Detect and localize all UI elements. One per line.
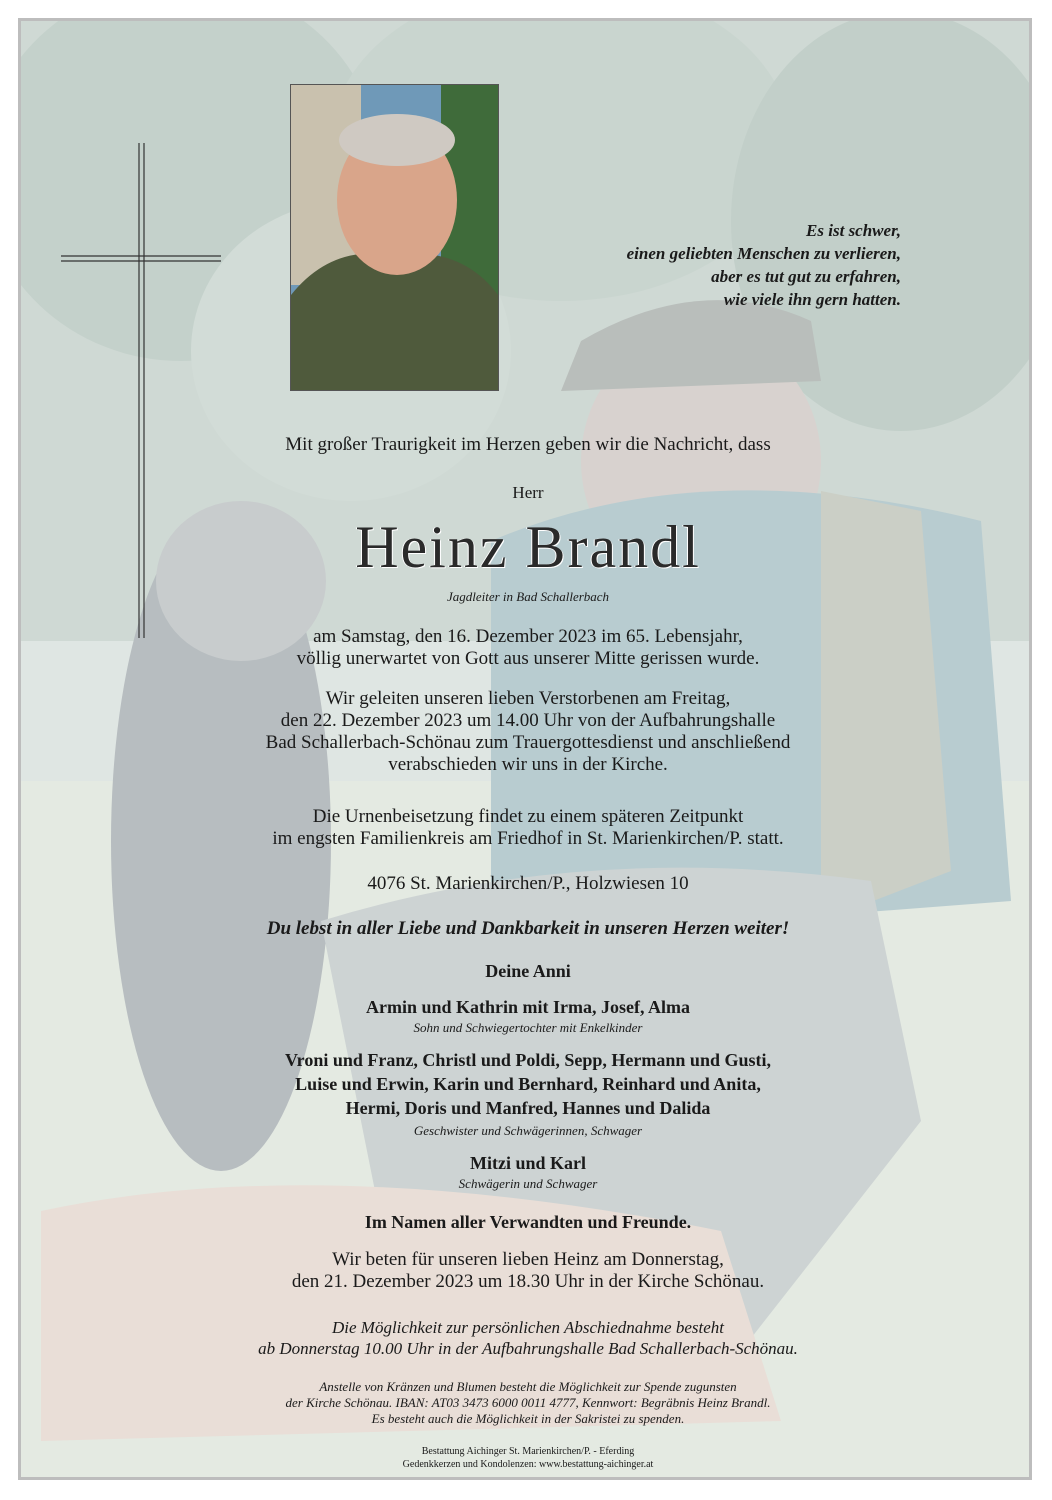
quote-line: wie viele ihn gern hatten. bbox=[723, 290, 901, 309]
funeral-home-footer bbox=[21, 1445, 1032, 1471]
farewell-line: Bad Schallerbach-Schönau zum Trauergottesdienst und anschließend bbox=[265, 732, 791, 753]
portrait-photo bbox=[290, 84, 499, 391]
mourner-group bbox=[21, 1048, 1032, 1120]
farewell-line: Wir geleiten unseren lieben Verstorbenen am Freitag, bbox=[325, 688, 731, 709]
viewing-line: Die Möglichkeit zur persönlichen Abschiednahme besteht bbox=[331, 1318, 724, 1337]
intro-text: Mit großer Traurigkeit im Herzen geben wir die Nachricht, dass bbox=[285, 434, 771, 455]
family-address: 4076 St. Marienkirchen/P., Holzwiesen 10 bbox=[367, 873, 689, 894]
mourner-relation: Geschwister und Schwägerinnen, Schwager bbox=[413, 1123, 643, 1138]
death-line: völlig unerwartet von Gott aus unserer Mitte gerissen wurde. bbox=[296, 648, 760, 669]
mourner-name: Vroni und Franz, Christl und Poldi, Sepp, Hermann und Gusti, bbox=[285, 1050, 771, 1070]
memorial-motto: Du lebst in aller Liebe und Dankbarkeit in unseren Herzen weiter! bbox=[266, 918, 790, 939]
mourner-name: Luise und Erwin, Karin und Bernhard, Reinhard und Anita, bbox=[295, 1074, 761, 1094]
urn-burial-notice bbox=[21, 806, 1032, 850]
death-notice bbox=[21, 626, 1032, 670]
urn-line: Die Urnenbeisetzung findet zu einem späteren Zeitpunkt bbox=[312, 806, 744, 827]
deceased-name: Heinz Brandl bbox=[355, 514, 701, 580]
farewell-line: verabschieden wir uns in der Kirche. bbox=[388, 754, 668, 775]
viewing-line: ab Donnerstag 10.00 Uhr in der Aufbahrungshalle Bad Schallerbach-Schönau. bbox=[258, 1339, 798, 1358]
footer-line: Gedenkkerzen und Kondolenzen: www.bestattung-aichinger.at bbox=[402, 1459, 654, 1470]
donation-notice bbox=[21, 1379, 1032, 1427]
mourner-name: Mitzi und Karl bbox=[470, 1153, 586, 1173]
quote-line: Es ist schwer, bbox=[806, 221, 901, 240]
prayer-line: Wir beten für unseren lieben Heinz am Donnerstag, bbox=[332, 1249, 724, 1270]
relatives-line: Im Namen aller Verwandten und Freunde. bbox=[364, 1212, 692, 1232]
obituary-sheet bbox=[18, 18, 1032, 1480]
mourner-relation: Sohn und Schwiegertochter mit Enkelkinder bbox=[413, 1020, 643, 1035]
donation-line: der Kirche Schönau. IBAN: AT03 3473 6000 0011 4777, Kennwort: Begräbnis Heinz Brandl. bbox=[285, 1395, 771, 1410]
mourner-name: Hermi, Doris und Manfred, Hannes und Dalida bbox=[345, 1098, 711, 1118]
donation-line: Anstelle von Kränzen und Blumen besteht die Möglichkeit zur Spende zugunsten bbox=[319, 1379, 737, 1394]
farewell-line: den 22. Dezember 2023 um 14.00 Uhr von der Aufbahrungshalle bbox=[280, 710, 776, 731]
donation-line: Es besteht auch die Möglichkeit in der Sakristei zu spenden. bbox=[371, 1411, 685, 1426]
mourner-name: Armin und Kathrin mit Irma, Josef, Alma bbox=[366, 997, 690, 1017]
mourner-name: Deine Anni bbox=[485, 961, 571, 981]
prayer-notice bbox=[21, 1249, 1032, 1293]
farewell-details bbox=[21, 688, 1032, 776]
footer-line: Bestattung Aichinger St. Marienkirchen/P. - Eferding bbox=[421, 1446, 635, 1457]
salutation: Herr bbox=[512, 483, 544, 502]
death-line: am Samstag, den 16. Dezember 2023 im 65. Lebensjahr, bbox=[313, 626, 743, 647]
deceased-role: Jagdleiter in Bad Schallerbach bbox=[446, 589, 610, 604]
viewing-notice bbox=[21, 1317, 1032, 1359]
quote-line: aber es tut gut zu erfahren, bbox=[711, 267, 901, 286]
urn-line: im engsten Familienkreis am Friedhof in St. Marienkirchen/P. statt. bbox=[272, 828, 784, 849]
prayer-line: den 21. Dezember 2023 um 18.30 Uhr in der Kirche Schönau. bbox=[291, 1271, 765, 1292]
memorial-quote bbox=[561, 219, 901, 311]
quote-line: einen geliebten Menschen zu verlieren, bbox=[626, 244, 901, 263]
mourner-relation: Schwägerin und Schwager bbox=[458, 1176, 598, 1191]
